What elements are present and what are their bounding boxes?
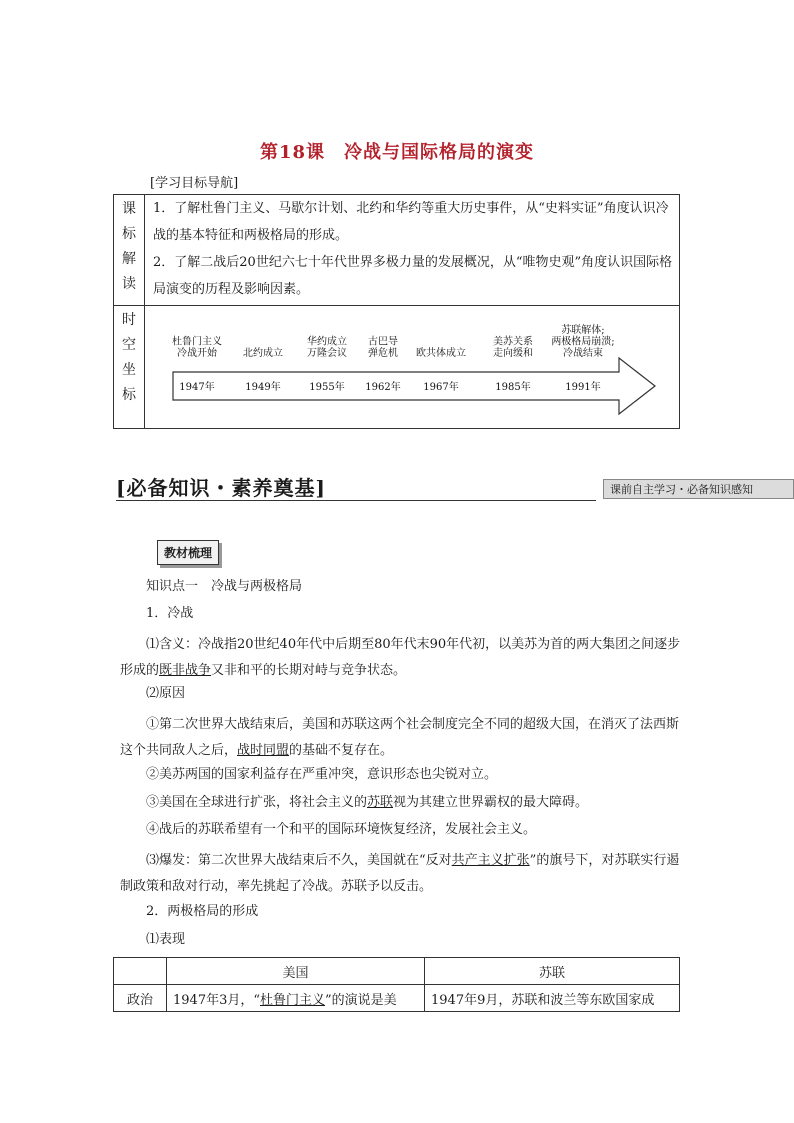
para-cause-1 bbox=[120, 712, 685, 764]
nav-label: [学习目标导航] bbox=[150, 176, 239, 191]
side-char: 空 bbox=[122, 337, 136, 353]
timeline-event-label: 苏联解体; bbox=[561, 325, 605, 336]
timeline-event-label: 冷战结束 bbox=[563, 348, 603, 359]
underlined-term: 战时同盟 bbox=[237, 743, 290, 758]
timeline-year: 1985年 bbox=[495, 382, 531, 393]
side-char: 读 bbox=[122, 276, 136, 292]
timeline-year: 1962年 bbox=[365, 382, 401, 393]
objective-item: 1．了解杜鲁门主义、马歇尔计划、北约和华约等重大历史事件，从“史料实证”角度认识冷战的基本特征和两极格局的形成。 bbox=[153, 201, 669, 243]
para-cause-2: ②美苏两国的国家利益存在严重冲突，意识形态也尖锐对立。 bbox=[146, 767, 498, 782]
knowledge-point-heading: 知识点一 冷战与两极格局 bbox=[146, 579, 303, 594]
underlined-term: 共产主义扩张 bbox=[451, 853, 530, 868]
cell-su-politics: 1947年9月，苏联和波兰等东欧国家成 bbox=[425, 985, 680, 1012]
cell-us-politics bbox=[167, 985, 425, 1012]
text: 视为其建立世界霸权的最大障碍。 bbox=[393, 795, 589, 810]
underlined-term: 苏联 bbox=[367, 795, 394, 810]
side-char: 解 bbox=[122, 251, 136, 267]
section-title: [必备知识・素养奠基] bbox=[116, 476, 326, 500]
side-char: 标 bbox=[122, 226, 136, 242]
side-char: 时 bbox=[122, 312, 136, 328]
table-header-empty bbox=[114, 958, 167, 985]
section-tag: 课前自主学习・必备知识感知 bbox=[603, 479, 794, 499]
text: ”的演说是美 bbox=[325, 992, 397, 1008]
timeline-event-label: 杜鲁门主义 bbox=[172, 336, 222, 348]
underlined-term: 既非战争 bbox=[159, 663, 212, 678]
heading-cold-war: 1．冷战 bbox=[146, 606, 194, 621]
text: ”的旗号下，对苏联实行遏制政策和敌对行动，率先挑起了冷战。苏联予以反击。 bbox=[120, 853, 680, 894]
timeline-event-label: 北约成立 bbox=[243, 348, 283, 359]
timeline-year: 1949年 bbox=[245, 382, 281, 393]
timeline-year: 1947年 bbox=[179, 382, 215, 393]
timeline-event-label: 万隆会议 bbox=[307, 348, 347, 359]
timeline-event-label: 两极格局崩溃; bbox=[551, 336, 615, 348]
para-cause-3 bbox=[120, 793, 685, 813]
lesson-title: 第18课 冷战与国际格局的演变 bbox=[259, 142, 535, 163]
side-char: 坐 bbox=[122, 362, 136, 378]
side-char: 标 bbox=[122, 387, 136, 403]
table-header-su: 苏联 bbox=[425, 958, 680, 985]
para-definition bbox=[120, 632, 685, 684]
timeline-side-label bbox=[114, 306, 145, 429]
heading-performance: ⑴表现 bbox=[146, 932, 186, 947]
objectives-side-label bbox=[114, 195, 145, 306]
timeline-event-label: 美苏关系 bbox=[493, 336, 533, 348]
timeline-event-label: 走向缓和 bbox=[493, 348, 533, 359]
textbook-badge: 教材梳理 bbox=[157, 540, 219, 565]
timeline-year: 1967年 bbox=[423, 382, 459, 393]
heading-causes: ⑵原因 bbox=[146, 686, 186, 701]
timeline-event-label: 欧共体成立 bbox=[416, 348, 466, 359]
objectives-body bbox=[145, 195, 680, 306]
table-header-us: 美国 bbox=[167, 958, 425, 985]
timeline-year: 1955年 bbox=[309, 382, 345, 393]
text: 1947年3月，“ bbox=[173, 992, 261, 1008]
objectives-table bbox=[113, 194, 680, 429]
para-cause-4: ④战后的苏联希望有一个和平的国际环境恢复经济，发展社会主义。 bbox=[146, 822, 537, 837]
text: 的基础不复存在。 bbox=[289, 743, 394, 758]
side-char: 课 bbox=[122, 201, 136, 217]
row-label-politics: 政治 bbox=[114, 985, 167, 1012]
text: ③美国在全球进行扩张，将社会主义的 bbox=[146, 795, 368, 810]
timeline-diagram bbox=[145, 306, 679, 426]
timeline-event-label: 冷战开始 bbox=[177, 348, 217, 359]
section-divider bbox=[116, 500, 596, 501]
objective-item: 2．了解二战后20世纪六七十年代世界多极力量的发展概况，从“唯物史观”角度认识国际格局演变的历程及影响因素。 bbox=[153, 255, 673, 297]
text: ①第二次世界大战结束后，美国和苏联这两个社会制度完全不同的超级大国，在消灭了法西斯这个共同敌人之后， bbox=[120, 717, 680, 758]
text: ⑶爆发：第二次世界大战结束后不久，美国就在“反对 bbox=[146, 853, 452, 868]
timeline-cell bbox=[145, 306, 680, 429]
text: ⑴含义：冷战指20世纪40年代中后期至80年代末90年代初，以美苏为首的两大集团之间逐步形成的 bbox=[120, 637, 681, 678]
bipolar-table bbox=[113, 957, 680, 1012]
timeline-year: 1991年 bbox=[565, 382, 601, 393]
text: 又非和平的长期对峙与竞争状态。 bbox=[211, 663, 407, 678]
para-outbreak bbox=[120, 848, 685, 900]
timeline-event-label: 古巴导 bbox=[368, 336, 398, 348]
timeline-event-label: 弹危机 bbox=[368, 348, 398, 359]
underlined-term: 杜鲁门主义 bbox=[260, 992, 326, 1008]
heading-bipolar: 2．两极格局的形成 bbox=[146, 904, 259, 919]
timeline-event-label: 华约成立 bbox=[307, 336, 347, 348]
